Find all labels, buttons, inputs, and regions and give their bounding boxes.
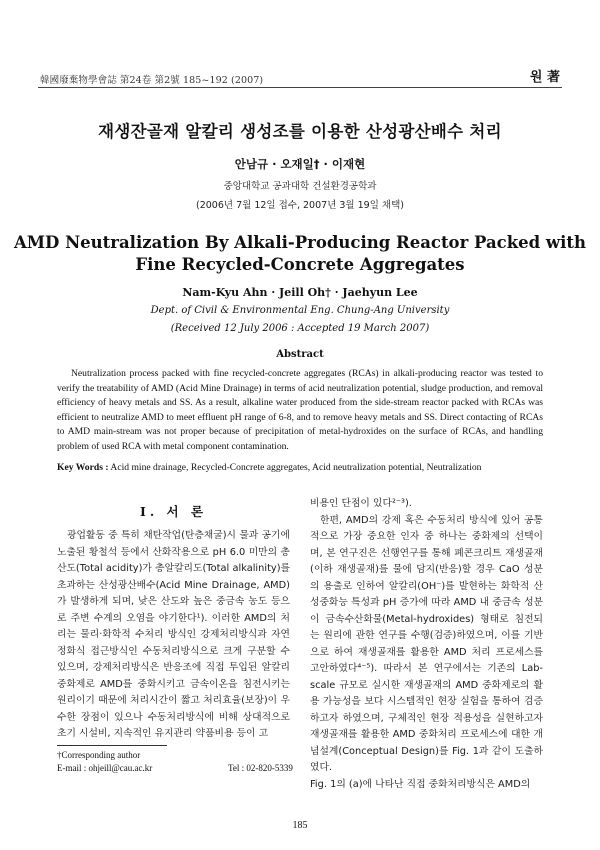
author-tel: Tel : 02-820-5339 (228, 763, 293, 773)
korean-affiliation: 중앙대학교 공과대학 건설환경공학과 (223, 181, 377, 192)
corresponding-author: †Corresponding author (57, 750, 141, 760)
korean-dates: (2006년 7월 12일 접수, 2007년 3월 19일 채택) (196, 200, 404, 211)
english-title (0, 232, 600, 276)
body-last-line: Fig. 1의 (a)에 나타난 직접 중화처리방식은 AMD의 (310, 778, 531, 790)
korean-authors: 안남규 · 오재일† · 이재현 (234, 157, 366, 171)
korean-title: 재생잔골재 알칼리 생성조를 이용한 산성광산배수 처리 (98, 122, 502, 141)
body-paragraph: 한편, AMD의 강제 혹은 수동처리 방식에 있어 공통적으로 가장 중요한 인자 중 하나는 중화제의 선택이며, 본 연구진은 선행연구를 통해 폐콘크리트 재생골재(이하 재생골재)를 물에 담지(반응)할 경우 CaO 성분의 용출로 인하여 알칼리(OH⁻)를 발현하는 화학적 산성중화능 특성과 pH 증가에 따라 AMD 내 중금속 성분이 금속수산화물(Metal-hydroxides) 형태로 침전되는 원리에 관한 연구를 수행(검증)하였으며, 이를 기반으로 하여 재생골재를 활용한 AMD 처리 프로세스를 고안하였다⁴⁻⁵). 따라서 본 연구에서는 기존의 Lab-scale 규모로 실시한 재생골재의 AMD 중화제로의 활용 가능성을 보다 시스템적인 현장 실험을 통하여 검증하고자 하였으며, 구체적인 현장 적용성을 실현하고자 재생골재를 활용한 AMD 중화처리 프로세스에 대한 개념설계(Conceptual Design)를 Fig. 1과 같이 도출하였다. (310, 514, 543, 773)
english-affiliation: Dept. of Civil & Environmental Eng. Chung-Ang University (150, 305, 450, 316)
keywords-label: Key Words : (57, 462, 109, 473)
keywords (57, 462, 543, 473)
english-title-line1: AMD Neutralization By Alkali-Producing Reactor Packed with (13, 233, 587, 252)
english-authors: Nam-Kyu Ahn · Jeill Oh† · Jaehyun Lee (182, 286, 418, 299)
page-number: 185 (292, 820, 308, 831)
abstract-text: Neutralization process packed with fine recycled-concrete aggregates (RCAs) in alkali-producing reactor was tested to verify the treatability of AMD (Acid Mine Drainage) in terms of acid neutralization potential, sludge production, and removal efficiency of heavy metals and SS. As a result, alkaline water produced from the side-stream reactor packed with RCAs was efficient to neutralize AMD to meet effluent pH range of 6-8, and to remove heavy metals and SS. Direct contacting of RCAs to AMD main-stream was not proper because of precipitation of metal-hydroxides on the surface of RCAs, and handling problem of used RCA with metal component contamination. (57, 368, 543, 452)
abstract-heading: Abstract (276, 349, 324, 360)
author-email: E-mail : ohjeill@cau.ac.kr (57, 763, 153, 773)
keywords-list: Acid mine drainage, Recycled-Concrete aggregates, Acid neutralization potential, Neutralization (110, 462, 482, 473)
footnote-divider (57, 745, 167, 746)
continued-line: 비용인 단점이 있다²⁻³). (310, 498, 412, 509)
right-column (310, 496, 543, 793)
english-dates: (Received 12 July 2006 : Accepted 19 March 2007) (170, 323, 430, 334)
header-divider (38, 87, 562, 88)
intro-paragraph: 광업활동 중 특히 채탄작업(탄층채굴)시 물과 공기에 노출된 황철석 등에서 산화작용으로 pH 6.0 미만의 총산도(Total acidity)가 총알칼리도(Total alkalinity)를 초과하는 산성광산배수(Acid Mine Drainage, AMD)가 발생하게 되며, 낮은 산도와 높은 중금속 농도 등으로 주변 수계의 오염을 야기한다¹). 이러한 AMD의 처리는 물리·화학적 수처리 방식인 강제처리방식과 자연정화식 접근방식인 수동처리방식으로 크게 구분할 수 있으며, 강제처리방식은 반응조에 직접 투입된 알칼리 중화제로 AMD를 중화시키고 금속이온을 침전시키는 원리이기 때문에 처리시간이 짧고 처리효율(보장)이 우수한 장점이 있으나 수동처리방식에 비해 상대적으로 초기 시설비, 지속적인 유지관리 약품비용 등이 고 (57, 530, 290, 739)
section-heading: I. 서 론 (139, 504, 208, 519)
english-title-line2: Fine Recycled-Concrete Aggregates (135, 255, 465, 274)
left-column (57, 528, 290, 743)
article-type-label: 원 著 (529, 70, 560, 85)
journal-header: 韓國廢棄物學會誌 第24卷 第2號 185~192 (2007) (40, 75, 264, 86)
